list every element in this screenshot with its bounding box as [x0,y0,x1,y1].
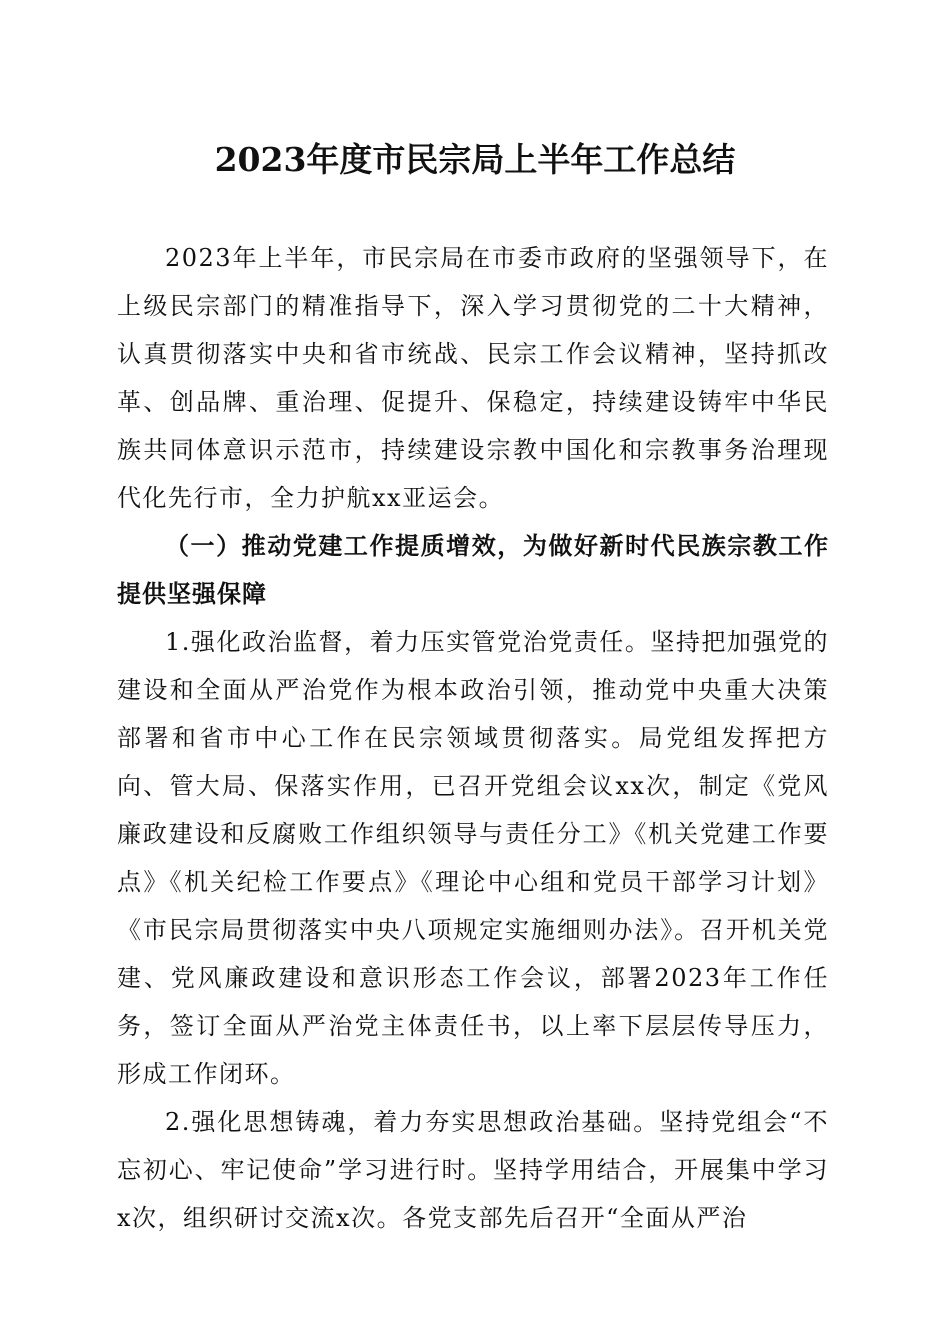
paragraph-item-1: 1.强化政治监督，着力压实管党治党责任。坚持把加强党的建设和全面从严治党作为根本政治引领，推动党中央重大决策部署和省市中心工作在民宗领域贯彻落实。局党组发挥把方向、管大局、保落实作用，已召开党组会议xx次，制定《党风廉政建设和反腐败工作组织领导与责任分工》《机关党建工作要点》《机关纪检工作要点》《理论中心组和党员干部学习计划》《市民宗局贯彻落实中央八项规定实施细则办法》。召开机关党建、党风廉政建设和意识形态工作会议，部署2023年工作任务，签订全面从严治党主体责任书，以上率下层层传导压力，形成工作闭环。 [117,628,829,1088]
paragraph-item-2: 2.强化思想铸魂，着力夯实思想政治基础。坚持党组会“不忘初心、牢记使命”学习进行时。坚持学用结合，开展集中学习x次，组织研讨交流x次。各党支部先后召开“全面从严治 [117,1108,829,1232]
section-heading-1: （一）推动党建工作提质增效，为做好新时代民族宗教工作提供坚强保障 [117,531,829,608]
document-body [117,234,829,1242]
document-title: 2023年度市民宗局上半年工作总结 [214,140,736,179]
intro-paragraph: 2023年上半年，市民宗局在市委市政府的坚强领导下，在上级民宗部门的精准指导下，深入学习贯彻党的二十大精神，认真贯彻落实中央和省市统战、民宗工作会议精神，坚持抓改革、创品牌、重治理、促提升、保稳定，持续建设铸牢中华民族共同体意识示范市，持续建设宗教中国化和宗教事务治理现代化先行市，全力护航xx亚运会。 [117,244,829,512]
